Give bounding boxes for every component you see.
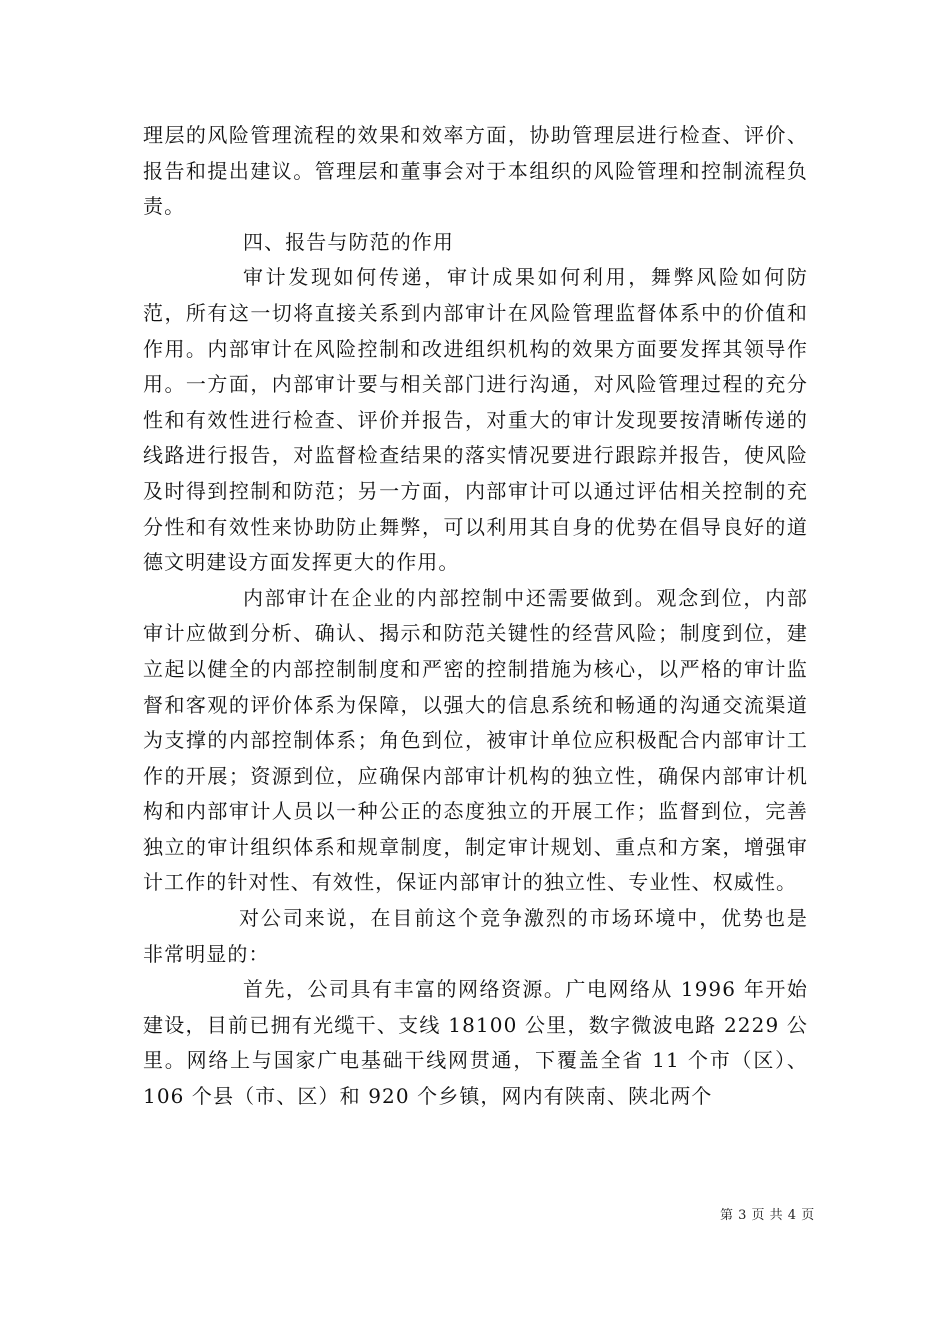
paragraph-company-advantage: 对公司来说，在目前这个竞争激烈的市场环境中，优势也是非常明显的： bbox=[143, 906, 808, 966]
paragraph-network-resources: 首先，公司具有丰富的网络资源。广电网络从 1996 年开始建设，目前已拥有光缆干、支线 18100 公里，数字微波电路 2229 公里。网络上与国家广电基础干线网贯通，下覆盖全省 11 个市（区）、106 个县（市、区）和 920 个乡镇，网内有陕南、陕北两个 bbox=[143, 977, 808, 1109]
paragraph-internal-control: 内部审计在企业的内部控制中还需要做到。观念到位，内部审计应做到分析、确认、揭示和防范关键性的经营风险；制度到位，建立起以健全的内部控制制度和严密的控制措施为核心，以严格的审计监督和客观的评价体系为保障，以强大的信息系统和畅通的沟通交流渠道为支撑的内部控制体系；角色到位，被审计单位应积极配合内部审计工作的开展；资源到位，应确保内部审计机构的独立性，确保内部审计机构和内部审计人员以一种公正的态度独立的开展工作；监督到位，完善独立的审计组织体系和规章制度，制定审计规划、重点和方案，增强审计工作的针对性、有效性，保证内部审计的独立性、专业性、权威性。 bbox=[143, 585, 808, 895]
document-body bbox=[143, 118, 808, 1115]
page-number-footer: 第 3 页 共 4 页 bbox=[720, 1208, 815, 1223]
paragraph-continuation: 理层的风险管理流程的效果和效率方面，协助管理层进行检查、评价、报告和提出建议。管理层和董事会对于本组织的风险管理和控制流程负责。 bbox=[143, 123, 808, 219]
section-heading: 四、报告与防范的作用 bbox=[243, 229, 454, 254]
paragraph-report-prevention: 审计发现如何传递，审计成果如何利用，舞弊风险如何防范，所有这一切将直接关系到内部审计在风险管理监督体系中的价值和作用。内部审计在风险控制和改进组织机构的效果方面要发挥其领导作用。一方面，内部审计要与相关部门进行沟通，对风险管理过程的充分性和有效性进行检查、评价并报告，对重大的审计发现要按清晰传递的线路进行报告，对监督检查结果的落实情况要进行跟踪并报告，使风险及时得到控制和防范；另一方面，内部审计可以通过评估相关控制的充分性和有效性来协助防止舞弊，可以利用其自身的优势在倡导良好的道德文明建设方面发挥更大的作用。 bbox=[143, 265, 808, 575]
